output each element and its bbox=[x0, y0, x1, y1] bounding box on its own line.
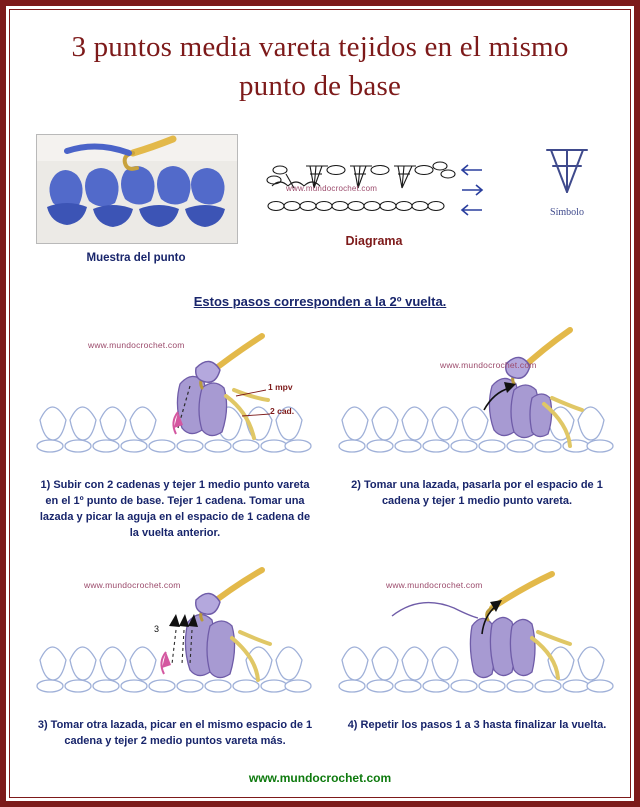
crochet-swatch-icon bbox=[37, 135, 237, 243]
top-row bbox=[6, 134, 634, 274]
sample-photo bbox=[36, 134, 238, 244]
step-1-caption: 1) Subir con 2 cadenas y tejer 1 medio punto vareta en el 1º punto de base. Tejer 1 cadena. Tomar una lazada y picar la aguja en el espacio de 1 cadena de la vuelta anterior. bbox=[39, 479, 311, 539]
step-watermark: www.mundocrochet.com bbox=[84, 579, 181, 590]
step-item bbox=[24, 564, 326, 750]
diagram-block bbox=[254, 140, 494, 248]
footer-website: www.mundocrochet.com bbox=[248, 771, 392, 785]
step-2-caption: 2) Tomar una lazada, pasarla por el espacio de 1 cadena y tejer 1 medio punto vareta. bbox=[351, 479, 603, 507]
step-item bbox=[326, 324, 628, 510]
symbol-caption: Símbolo bbox=[550, 207, 584, 218]
step-item bbox=[24, 324, 326, 542]
step-watermark: www.mundocrochet.com bbox=[88, 340, 185, 350]
stitch-symbol-icon bbox=[537, 140, 597, 198]
crochet-step-2-icon bbox=[332, 324, 622, 474]
step-watermark: www.mundocrochet.com bbox=[386, 579, 483, 590]
step-4-caption: 4) Repetir los pasos 1 a 3 hasta finalizar la vuelta. bbox=[347, 718, 607, 731]
step-3-illustration bbox=[30, 564, 320, 714]
step-2-illustration bbox=[332, 324, 622, 474]
step-watermark: www.mundocrochet.com bbox=[440, 360, 537, 370]
diagram-caption: Diagrama bbox=[345, 234, 403, 248]
sample-caption: Muestra del punto bbox=[86, 252, 186, 264]
sample-block bbox=[36, 134, 236, 264]
step-1-illustration bbox=[30, 324, 320, 474]
steps-grid bbox=[24, 324, 628, 750]
step-1-label-mpv: 1 mpv bbox=[268, 382, 293, 392]
diagram-watermark: www.mundocrochet.com bbox=[286, 184, 378, 193]
page-title: 3 puntos media vareta tejidos en el mismo punto de base bbox=[71, 31, 569, 103]
step-4-illustration bbox=[332, 564, 622, 714]
step-1-label-cad: 2 cad. bbox=[270, 406, 295, 416]
diagram-canvas bbox=[254, 140, 494, 228]
step-item bbox=[326, 564, 628, 734]
step-3-label-count: 3 bbox=[154, 623, 160, 634]
step-3-caption: 3) Tomar otra lazada, picar en el mismo espacio de 1 cadena y tejer 2 medio puntos vareta más. bbox=[37, 718, 313, 747]
section-subtitle: Estos pasos corresponden a la 2º vuelta. bbox=[193, 294, 447, 309]
symbol-block bbox=[522, 140, 612, 218]
